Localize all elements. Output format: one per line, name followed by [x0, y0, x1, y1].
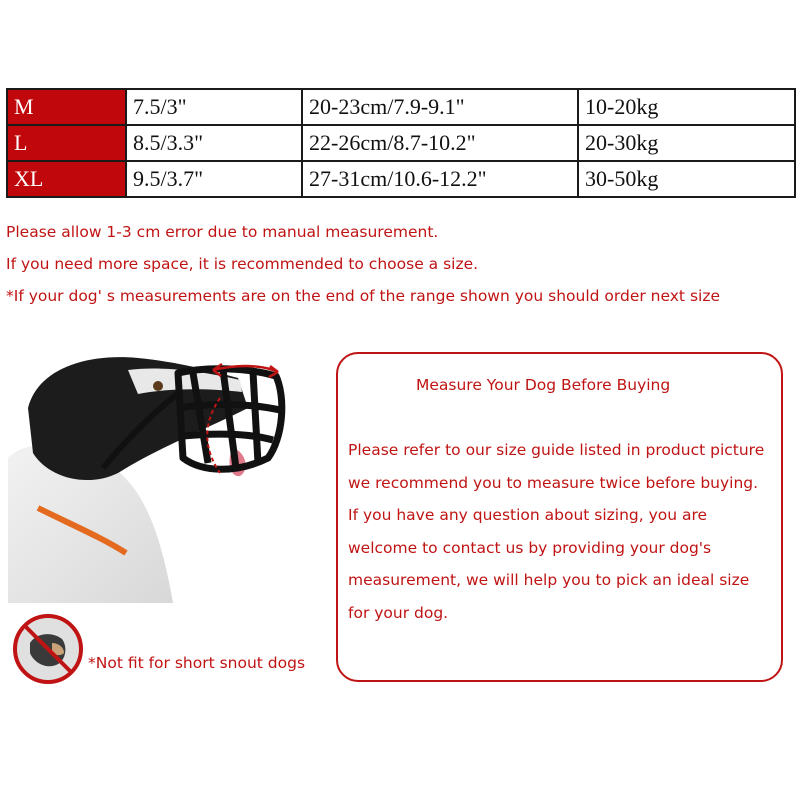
- table-cell: 9.5/3.7": [126, 161, 302, 197]
- size-cell: L: [7, 125, 126, 161]
- note-line: Please allow 1-3 cm error due to manual measurement.: [6, 223, 439, 241]
- dog-with-muzzle-photo: [8, 348, 308, 603]
- table-cell: 8.5/3.3": [126, 125, 302, 161]
- table-cell: 20-23cm/7.9-9.1": [302, 89, 578, 125]
- table-cell: 20-30kg: [578, 125, 795, 161]
- table-row: [7, 89, 795, 125]
- table-cell: 30-50kg: [578, 161, 795, 197]
- measure-line: welcome to contact us by providing your dog's: [348, 538, 712, 557]
- size-cell: XL: [7, 161, 126, 197]
- table-row: [7, 125, 795, 161]
- measure-advice-box: [336, 352, 783, 682]
- table-cell: 10-20kg: [578, 89, 795, 125]
- measure-title: Measure Your Dog Before Buying: [416, 376, 671, 394]
- table-cell: 22-26cm/8.7-10.2": [302, 125, 578, 161]
- measure-line: for your dog.: [348, 603, 449, 622]
- note-line: *If your dog' s measurements are on the end of the range shown you should order next size: [6, 287, 720, 305]
- measure-body: [348, 440, 764, 635]
- note-line: If you need more space, it is recommended to choose a size.: [6, 255, 479, 273]
- measure-line: we recommend you to measure twice before buying.: [348, 473, 759, 492]
- table-cell: 7.5/3": [126, 89, 302, 125]
- size-cell: M: [7, 89, 126, 125]
- notes: [6, 222, 796, 318]
- short-snout-warning: *Not fit for short snout dogs: [88, 654, 306, 672]
- measure-line: measurement, we will help you to pick an ideal size: [348, 571, 750, 589]
- table-row: [7, 161, 795, 197]
- size-table: [6, 88, 796, 198]
- table-cell: 27-31cm/10.6-12.2": [302, 161, 578, 197]
- measure-line: If you have any question about sizing, you are: [348, 506, 708, 524]
- measure-line: Please refer to our size guide listed in product picture: [348, 441, 765, 459]
- no-short-snout-icon: [12, 613, 84, 685]
